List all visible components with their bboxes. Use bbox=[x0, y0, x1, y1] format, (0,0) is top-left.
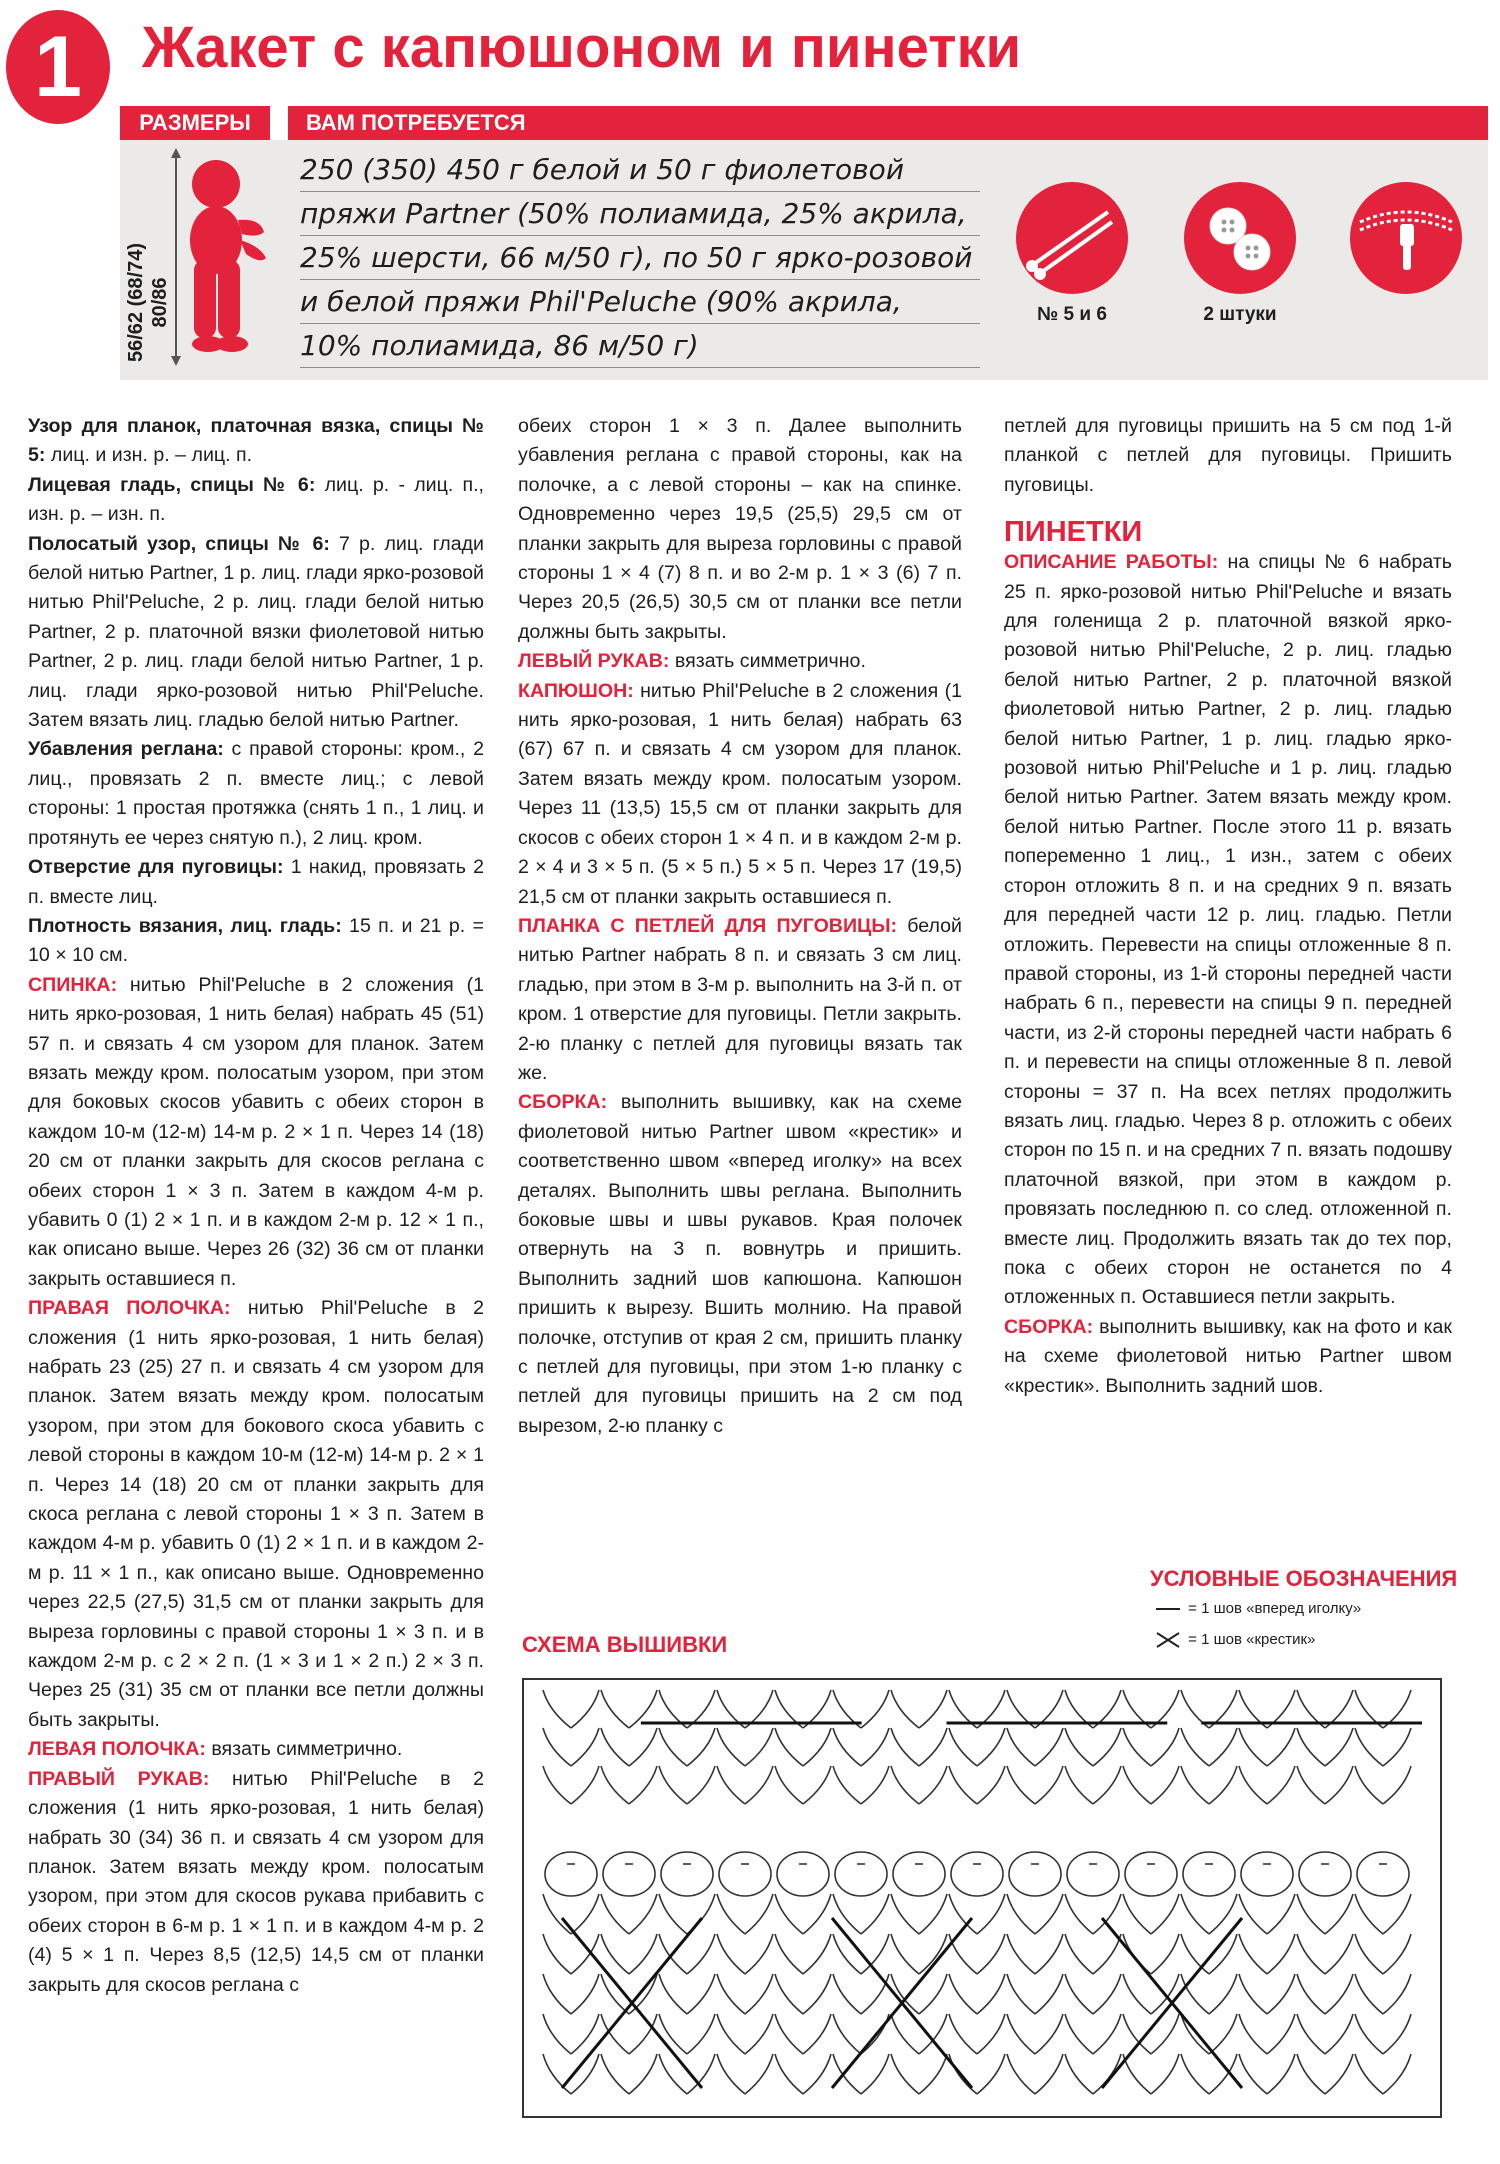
paragraph bbox=[28, 912, 484, 971]
legend-row-cross-stitch bbox=[1154, 1630, 1315, 1650]
section-text: выполнить вышивку, как на схеме фиолетовой нитью Partner швом «крестик» и соответственно швом «вперед иголку» на всех деталях. Выполнить швы реглана. Выполнить боковые швы и швы рукавов. Края полочек отвернуть на 3 п. вовнутрь и пришить. Выполнить задний шов капюшона. Капюшон пришить к вырезу. Вшить молнию. На правой полочке, отступив от края 2 см, пришить планку с петлей для пуговицы, при этом 1-ю планку с петлей для пуговицы пришить на 2 см под вырезом, 2-ю планку с bbox=[518, 1091, 962, 1437]
materials-line: 250 (350) 450 г белой и 50 г фиолетовой bbox=[300, 148, 980, 192]
paragraph bbox=[28, 1735, 484, 1764]
paragraph bbox=[28, 412, 484, 471]
section-heading: СБОРКА: bbox=[1004, 1315, 1094, 1338]
legend-row-running-stitch bbox=[1154, 1600, 1361, 1617]
paragraph bbox=[28, 530, 484, 736]
paragraph bbox=[518, 677, 962, 912]
term-text: с правой стороны: кром., 2 лиц., провязать 2 п. вместе лиц.; с левой стороны: 1 простая протяжка (снять 1 п., 1 лиц. и протянуть ее через снятую п.), 2 лиц. кром. bbox=[28, 738, 484, 849]
term: Полосатый узор, спицы № 6: bbox=[28, 532, 330, 555]
section-heading: ПЛАНКА С ПЕТЛЕЙ ДЛЯ ПУГОВИЦЫ: bbox=[518, 914, 898, 937]
term: Плотность вязания, лиц. гладь: bbox=[28, 914, 342, 937]
legend-title: УСЛОВНЫЕ ОБОЗНАЧЕНИЯ bbox=[1150, 1566, 1458, 1591]
paragraph bbox=[1004, 548, 1452, 1313]
booties-heading: ПИНЕТКИ bbox=[1004, 516, 1143, 549]
sizes-tab: РАЗМЕРЫ bbox=[120, 106, 270, 140]
term: Отверстие для пуговицы: bbox=[28, 856, 284, 879]
materials-line: 10% полиамида, 86 м/50 г) bbox=[300, 324, 980, 368]
section-text: нитью Phil'Peluche в 2 сложения (1 нить ярко-розовая, 1 нить белая) набрать 63 (67) 67 п. и связать 4 см узором для планок. Затем вязать между кром. полосатым узором. Через 11 (13,5) 15,5 см от планки закрыть для скосов с обеих сторон 1 × 4 п. и в каждом 2-м р. 2 × 4 и 3 × 5 п. (5 × 5 п.) 5 × 5 п. Через 17 (19,5) 21,5 см от планки закрыть оставшиеся п. bbox=[518, 679, 962, 908]
paragraph bbox=[28, 1765, 484, 2000]
paragraph bbox=[518, 912, 962, 1088]
paragraph bbox=[28, 735, 484, 853]
paragraph: петлей для пуговицы пришить на 5 см под 1-й планкой с петлей для пуговицы. Пришить пуговицы. bbox=[1004, 415, 1452, 496]
term: Узор для планок, платочная вязка, спицы № 5: bbox=[28, 415, 484, 467]
cross-stitch-icon bbox=[1154, 1630, 1184, 1650]
materials-text bbox=[300, 148, 980, 368]
text-column-3 bbox=[1004, 412, 1452, 1401]
chart-title: СХЕМА ВЫШИВКИ bbox=[522, 1632, 728, 1657]
section-text: вязать симметрично. bbox=[205, 1738, 403, 1761]
zipper-icon bbox=[1350, 182, 1462, 294]
section-heading: СПИНКА: bbox=[28, 973, 118, 996]
knitting-needles-icon bbox=[1016, 182, 1128, 294]
sizes-line-1: 56/62 (68/74) bbox=[125, 243, 147, 362]
paragraph bbox=[28, 971, 484, 1294]
section-heading: СБОРКА: bbox=[518, 1091, 608, 1114]
paragraph bbox=[1004, 1313, 1452, 1401]
section-heading: КАПЮШОН: bbox=[518, 679, 634, 702]
section-text: выполнить вышивку, как на фото и как на схеме фиолетовой нитью Partner швом «крестик». Выполнить задний шов. bbox=[1004, 1315, 1452, 1397]
materials-tab: ВАМ ПОТРЕБУЕТСЯ bbox=[288, 106, 1488, 140]
buttons-icon bbox=[1184, 182, 1296, 294]
page-title: Жакет с капюшоном и пинетки bbox=[142, 15, 1022, 80]
paragraph bbox=[28, 1294, 484, 1735]
embroidery-chart bbox=[522, 1678, 1442, 2118]
materials-line: пряжи Partner (50% полиамида, 25% акрила, bbox=[300, 192, 980, 236]
term-text: лиц. и изн. р. – лиц. п. bbox=[45, 444, 253, 467]
term-text: 1 накид, провязать 2 п. вместе лиц. bbox=[28, 856, 484, 908]
section-text: белой нитью Partner набрать 8 п. и связать 3 см лиц. гладью, при этом в 3-м р. выполнить на 3-й п. от кром. 1 отверстие для пуговицы. Петли закрыть. 2-ю планку с петлей для пуговицы вязать так же. bbox=[518, 914, 963, 1084]
paragraph: обеих сторон 1 × 3 п. Далее выполнить убавления реглана с правой стороны, как на полочке, а с левой стороны – как на спинке. Одновременно через 19,5 (25,5) 29,5 см от планки закрыть для выреза горловины с правой стороны 1 × 4 (7) 8 п. и во 2-м р. 1 × 3 (6) 7 п. Через 20,5 (26,5) 30,5 см от планки все петли должны быть закрыты. bbox=[518, 415, 962, 643]
buttons-caption: 2 штуки bbox=[1203, 304, 1277, 325]
needles-caption: № 5 и 6 bbox=[1037, 304, 1107, 325]
paragraph bbox=[28, 471, 484, 530]
legend-label: = 1 шов «вперед иголку» bbox=[1188, 1600, 1362, 1617]
term-text: 15 п. и 21 р. = 10 × 10 см. bbox=[28, 914, 484, 967]
term: Лицевая гладь, спицы № 6: bbox=[28, 473, 316, 496]
materials-line: и белой пряжи Phil'Peluche (90% акрила, bbox=[300, 280, 980, 324]
section-text: нитью Phil'Peluche в 2 сложения (1 нить ярко-розовая, 1 нить белая) набрать 45 (51) 57 п. и связать 4 см узором для планок. Затем вязать между кром. полосатым узором, при этом для боковых скосов убавить с обеих сторон в каждом 10-м (12-м) 14-м р. 2 × 1 п. Через 14 (18) 20 см от планки закрыть для скосов реглана с обеих сторон 1 × 3 п. Затем в каждом 4-м р. убавить 0 (1) 2 × 1 п. и в каждом 2-м р. 12 × 1 п., как описано выше. Через 26 (32) 36 см от планки закрыть оставшиеся п. bbox=[28, 973, 484, 1290]
section-heading: ЛЕВАЯ ПОЛОЧКА: bbox=[28, 1738, 206, 1761]
term: Убавления реглана: bbox=[28, 738, 224, 761]
section-text: на спицы № 6 набрать 25 п. ярко-розовой нитью Phil'Peluche и вязать для голенища 2 р. платочной вязкой ярко-розовой нитью Phil'Peluche, 2 р. лиц. гладью белой нитью Partner, 2 р. платочной вязкой фиолетовой нитью Partner, 2 р. лиц. гладью белой нитью Partner, 1 р. лиц. гладью ярко-розовой нитью Phil'Peluche и 1 р. лиц. гладью белой нитью Partner. Затем вязать между кром. белой нитью Partner. После этого 11 р. вязать попеременно 1 лиц., 1 изн., затем с обеих сторон отложить 8 п. и на средних 9 п. вязать для передней части 12 р. лиц. гладью. Петли отложить. Перевести на спицы отложенные 8 п. правой стороны, из 1-й стороны передней части набрать 6 п., перевести на спицы 9 п. передней части, из 2-й стороны передней части набрать 6 п. и перевести на спицы отложенные 8 п. левой стороны = 37 п. На всех петлях продолжить вязать лиц. гладью. Через 8 р. отложить с обеих сторон по 15 п. и на средних 7 п. вязать подошву платочной вязкой, при этом в каждом р. провязать последнюю п. со след. отложенной п. вместе лиц. Продолжить вязать так до тех пор, пока с обеих сторон не останется по 4 отложенных п. Оставшиеся петли закрыть. bbox=[1004, 551, 1453, 1309]
running-stitch-icon bbox=[1154, 1602, 1184, 1616]
paragraph bbox=[518, 647, 962, 676]
section-heading: ПРАВЫЙ РУКАВ: bbox=[28, 1767, 210, 1790]
section-text: вязать симметрично. bbox=[669, 650, 866, 673]
paragraph bbox=[28, 853, 484, 912]
text-column-1 bbox=[28, 412, 484, 2000]
section-heading: ОПИСАНИЕ РАБОТЫ: bbox=[1004, 551, 1219, 574]
term-text: лиц. р. - лиц. п., изн. р. – изн. п. bbox=[28, 473, 484, 526]
pattern-number-badge: 1 bbox=[6, 10, 110, 124]
section-heading: ПРАВАЯ ПОЛОЧКА: bbox=[28, 1297, 231, 1320]
term-text: 7 р. лиц. глади белой нитью Partner, 1 р. лиц. глади ярко-розовой нитью Phil'Peluche, 2 р. лиц. глади белой нитью Partner, 2 р. платочной вязки фиолетовой нитью Partner, 2 р. лиц. глади белой нитью Partner, 1 р. лиц. глади ярко-розовой нитью Phil'Peluche. Затем вязать лиц. гладью белой нитью Partner. bbox=[28, 532, 484, 732]
materials-line: 25% шерсти, 66 м/50 г), по 50 г ярко-розовой bbox=[300, 236, 980, 280]
baby-silhouette-icon bbox=[168, 148, 278, 366]
sizes-label bbox=[124, 243, 172, 362]
sizes-line-2: 80/86 bbox=[149, 277, 171, 328]
section-text: нитью Phil'Peluche в 2 сложения (1 нить ярко-розовая, 1 нить белая) набрать 30 (34) 36 п. и связать 4 см узором для планок. Затем вязать между кром. полосатым узором, при этом для скосов рукава прибавить с обеих сторон в 6-м р. 1 × 1 п. и в каждом 4-м р. 2 (4) 5 × 1 п. Через 8,5 (12,5) 14,5 см от планки закрыть для скосов реглана с bbox=[28, 1767, 484, 1996]
text-column-2 bbox=[518, 412, 962, 1441]
section-heading: ЛЕВЫЙ РУКАВ: bbox=[518, 650, 670, 673]
section-text: нитью Phil'Peluche в 2 сложения (1 нить ярко-розовая, 1 нить белая) набрать 23 (25) 27 п. и связать 4 см узором для планок. Затем вязать между кром. полосатым узором, при этом для бокового скоса убавить с левой стороны в каждом 10-м (12-м) 14-м р. 2 × 1 п. Через 14 (18) 20 см от планки закрыть для скоса реглана с левой стороны 1 × 3 п. Затем в каждом 4-м р. убавить 0 (1) 2 × 1 п. и в каждом 2-м р. 11 × 1 п., как описано выше. Одновременно через 22,5 (27,5) 31,5 см от планки закрыть для выреза горловины с правой стороны 1 × 3 п. и в каждом 2-м р. с 2 × 2 п. (1 × 3 и 1 × 2 п.) 2 × 3 п. Через 25 (31) 35 см от планки все петли должны быть закрыты. bbox=[28, 1297, 485, 1731]
paragraph bbox=[518, 1088, 962, 1441]
legend-label: = 1 шов «крестик» bbox=[1188, 1630, 1316, 1648]
